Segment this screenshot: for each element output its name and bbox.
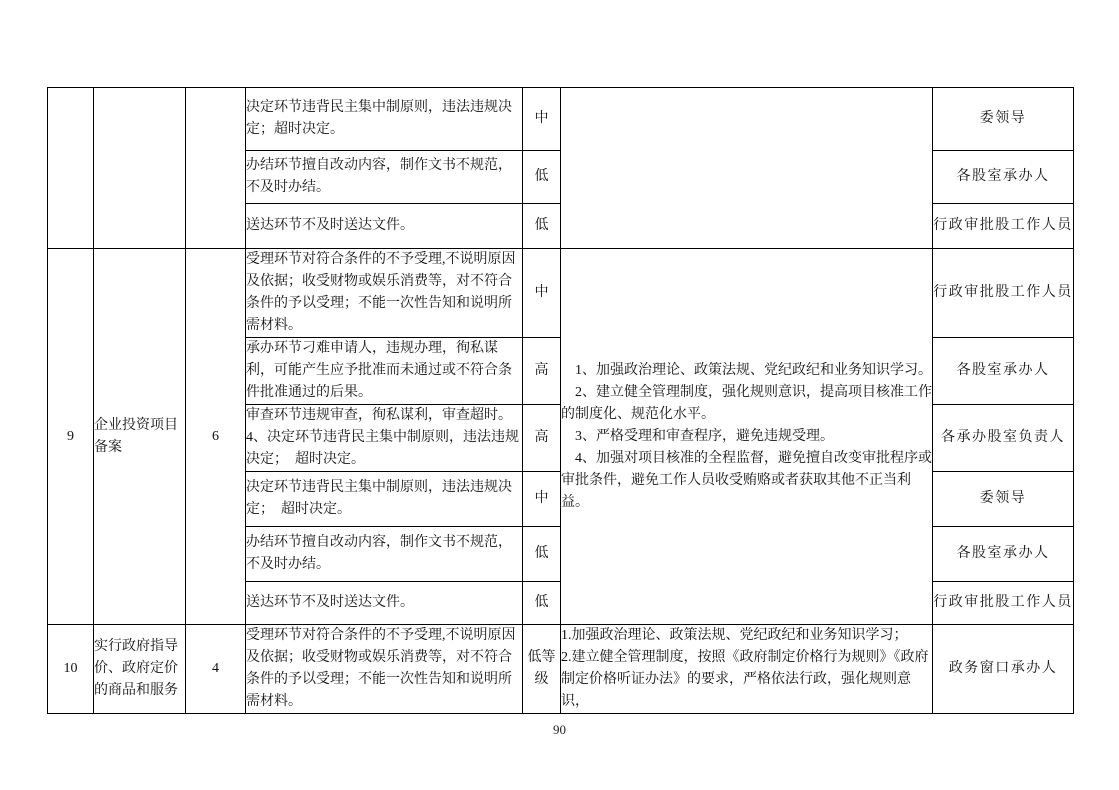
responsible-cell: 委领导 (933, 88, 1074, 151)
responsible-cell: 政务窗口承办人 (933, 625, 1074, 714)
risk-count-cell (186, 88, 246, 249)
risk-level-cell: 低 (523, 151, 561, 204)
measure-item: 2、建立健全管理制度，强化规则意识，提高项目核准工作的制度化、规范化水平。 (561, 384, 932, 422)
table-row (48, 88, 1074, 151)
item-name-cell: 企业投资项目备案 (94, 249, 186, 625)
risk-description-cell: 审查环节违规审查，徇私谋利，审查超时。4、决定环节违背民主集中制原则，违法违规决定； 超时决定。 (246, 405, 523, 472)
responsible-cell: 各承办股室负责人 (933, 405, 1074, 472)
risk-description-cell: 受理环节对符合条件的不予受理,不说明原因及依据；收受财物或娱乐消费等，对不符合条件的予以受理；不能一次性告知和说明所需材料。 (246, 249, 523, 338)
measure-item: 3、严格受理和审查程序，避免违规受理。 (575, 428, 834, 444)
risk-description-cell: 承办环节刁难申请人，违规办理，徇私谋利，可能产生应予批准而未通过或不符合条件批准通过的后果。 (246, 338, 523, 405)
responsible-cell: 委领导 (933, 472, 1074, 527)
responsible-cell: 行政审批股工作人员 (933, 582, 1074, 625)
measure-item: 2.建立健全管理制度，按照《政府制定价格行为规则》《政府制定价格听证办法》的要求，严格依法行政，强化规则意识， (561, 650, 929, 709)
responsible-cell: 行政审批股工作人员 (933, 249, 1074, 338)
measure-item: 1、加强政治理论、政策法规、党纪政纪和业务知识学习。 (575, 362, 932, 378)
risk-level-cell: 高 (523, 338, 561, 405)
risk-level-cell: 中 (523, 249, 561, 338)
measures-cell (561, 88, 933, 249)
risk-description-cell: 送达环节不及时送达文件。 (246, 204, 523, 249)
risk-level-cell: 中 (523, 472, 561, 527)
responsible-cell: 行政审批股工作人员 (933, 204, 1074, 249)
measure-item: 4、加强对项目核准的全程监督，避免擅自改变审批程序或审批条件，避免工作人员收受贿赂或者获取其他不正当利益。 (561, 450, 932, 510)
risk-count-cell: 4 (186, 625, 246, 714)
risk-description-cell: 办结环节擅自改动内容，制作文书不规范，不及时办结。 (246, 151, 523, 204)
risk-description-cell: 办结环节擅自改动内容，制作文书不规范，不及时办结。 (246, 527, 523, 582)
table-row (48, 249, 1074, 338)
responsible-cell: 各股室承办人 (933, 151, 1074, 204)
risk-description-cell: 决定环节违背民主集中制原则，违法违规决定； 超时决定。 (246, 472, 523, 527)
responsible-cell: 各股室承办人 (933, 527, 1074, 582)
risk-description-cell: 送达环节不及时送达文件。 (246, 582, 523, 625)
measure-item: 1.加强政治理论、政策法规、党纪政纪和业务知识学习； (561, 628, 908, 643)
risk-count-cell: 6 (186, 249, 246, 625)
risk-assessment-table (47, 87, 1074, 714)
seq-cell: 9 (48, 249, 94, 625)
risk-level-cell: 低 (523, 582, 561, 625)
measures-cell (561, 249, 933, 625)
risk-level-cell: 低等级 (523, 625, 561, 714)
risk-level-cell: 低 (523, 204, 561, 249)
risk-description-cell: 决定环节违背民主集中制原则，违法违规决定；超时决定。 (246, 88, 523, 151)
risk-level-cell: 低 (523, 527, 561, 582)
risk-level-cell: 高 (523, 405, 561, 472)
page-number: 90 (553, 722, 566, 737)
seq-cell (48, 88, 94, 249)
risk-level-cell: 中 (523, 88, 561, 151)
table-row (48, 625, 1074, 714)
risk-description-cell: 受理环节对符合条件的不予受理,不说明原因及依据；收受财物或娱乐消费等，对不符合条件的予以受理；不能一次性告知和说明所需材料。 (246, 625, 523, 714)
measures-cell (561, 625, 933, 714)
item-name-cell: 实行政府指导价、政府定价的商品和服务 (94, 625, 186, 714)
item-name-cell (94, 88, 186, 249)
responsible-cell: 各股室承办人 (933, 338, 1074, 405)
seq-cell: 10 (48, 625, 94, 714)
